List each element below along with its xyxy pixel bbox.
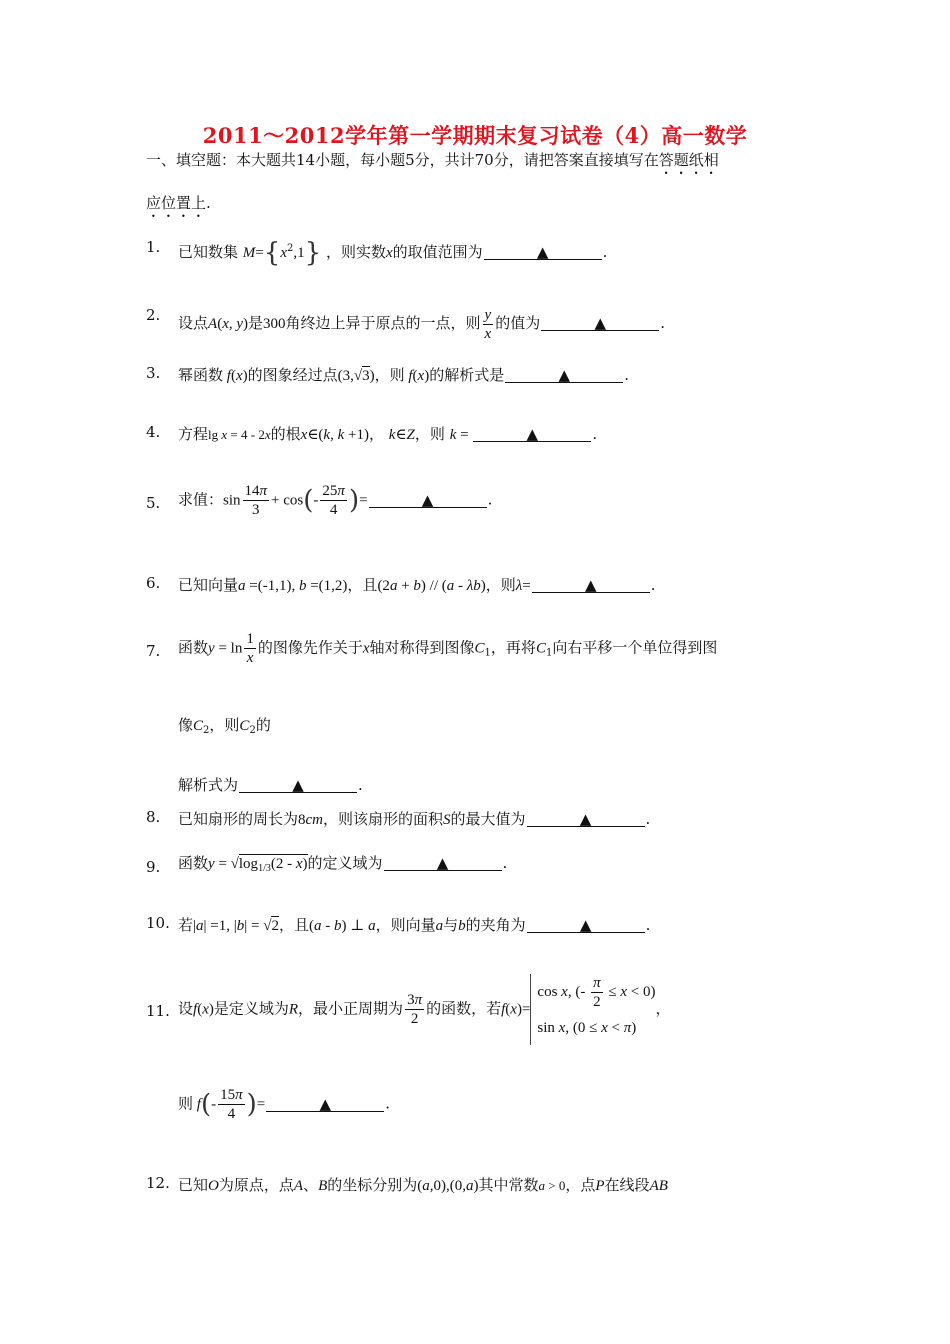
math: M (242, 245, 256, 261)
question-number: 1. (146, 238, 161, 256)
section-intro-line2: 应位置上. (146, 194, 211, 212)
question-number: 8. (146, 808, 161, 826)
question-number: 11. (146, 1002, 170, 1020)
answer-blank[interactable]: ▲ (532, 578, 650, 593)
question-number: 5. (146, 494, 161, 512)
answer-blank[interactable]: ▲ (473, 427, 591, 442)
intro-emphasis-2: 应位置上 (146, 194, 207, 212)
piecewise-function: cos x, (- $\frac{\pi}{2}$ ≤ x < 0) sin x, (0 ≤ x < π) (530, 974, 655, 1045)
answer-blank[interactable]: ▲ (369, 493, 487, 508)
question-number: 9. (146, 858, 161, 876)
question-number: 12. (146, 1174, 170, 1192)
question-number: 2. (146, 306, 161, 324)
answer-blank[interactable]: ▲ (527, 812, 645, 827)
question-number: 3. (146, 364, 161, 382)
section-intro (146, 150, 816, 178)
question-number: 7. (146, 642, 161, 660)
question-number: 6. (146, 574, 161, 592)
intro-text: 一、填空题：本大题共14小题，每小题5分，共计70分，请把答案直接填写在 (146, 151, 659, 169)
answer-blank[interactable]: ▲ (239, 778, 357, 793)
answer-blank[interactable]: ▲ (484, 245, 602, 260)
answer-blank[interactable]: ▲ (505, 368, 623, 383)
question-number: 4. (146, 423, 161, 441)
answer-blank[interactable]: ▲ (541, 316, 659, 331)
page-title: 2011～2012学年第一学期期末复习试卷（4）高一数学 (202, 123, 748, 148)
answer-blank[interactable]: ▲ (266, 1097, 384, 1112)
answer-blank[interactable]: ▲ (527, 918, 645, 933)
answer-blank[interactable]: ▲ (384, 856, 502, 871)
question-number: 10. (146, 914, 170, 932)
intro-emphasis: 答题纸相 (658, 151, 719, 169)
